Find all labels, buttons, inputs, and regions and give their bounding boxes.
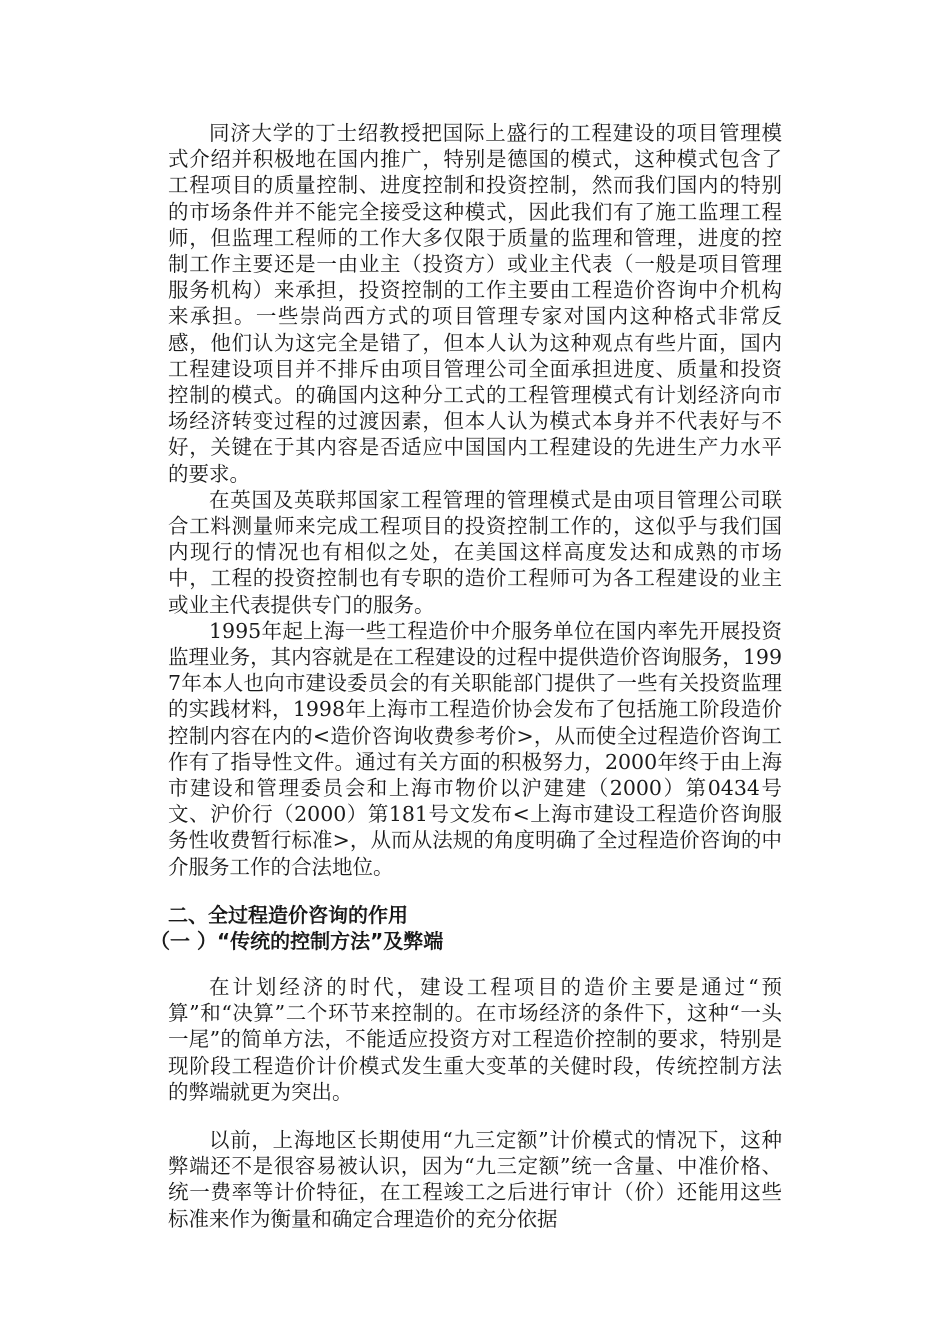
document-page — [150, 120, 782, 1232]
paragraph-planned-economy: 在计划经济的时代，建设工程项目的造价主要是通过“预算”和“决算”二个环节来控制的。在市场经济的条件下，这种“一头一尾”的简单方法，不能适应投资方对工程造价控制的要求，特别是现阶段工程造价计价模式发生重大变革的关健时段，传统控制方法的弊端就更为突出。 — [168, 974, 782, 1104]
section-heading: 二、全过程造价咨询的作用 — [168, 902, 408, 927]
paragraph-uk-model: 在英国及英联邦国家工程管理的管理模式是由项目管理公司联合工料测量师来完成工程项目的投资控制工作的，这似乎与我们国内现行的情况也有相似之处，在美国这样高度发达和成熟的市场中，工程的投资控制也有专职的造价工程师可为各工程建设的业主或业主代表提供专门的服务。 — [168, 487, 782, 617]
paragraph-project-management: 同济大学的丁士绍教授把国际上盛行的工程建设的项目管理模式介绍并积极地在国内推广，特别是德国的模式，这种模式包含了工程项目的质量控制、进度控制和投资控制，然而我们国内的特别的市场条件并不能完全接受这种模式，因此我们有了施工监理工程师，但监理工程师的工作大多仅限于质量的监理和管理，进度的控制工作主要还是一由业主（投资方）或业主代表（一般是项目管理服务机构）来承担，投资控制的工作主要由工程造价咨询中介机构来承担。一些崇尚西方式的项目管理专家对国内这种格式非常反感，他们认为这完全是错了，但本人认为这种观点有些片面，国内工程建设项目并不排斥由项目管理公司全面承担进度、质量和投资控制的模式。的确国内这种分工式的工程管理模式有计划经济向市场经济转变过程的过渡因素，但本人认为模式本身并不代表好与不好，关键在于其内容是否适应中国国内工程建设的先进生产力水平的要求。 — [168, 121, 782, 486]
paragraph-quota-model: 以前，上海地区长期使用“九三定额”计价模式的情况下，这种弊端还不是很容易被认识，因为“九三定额”统一含量、中准价格、统一费率等计价特征，在工程竣工之后进行审计（价）还能用这些标准来作为衡量和确定合理造价的充分依据 — [168, 1127, 782, 1231]
paragraph-shanghai-history: 1995年起上海一些工程造价中介服务单位在国内率先开展投资监理业务，其内容就是在工程建设的过程中提供造价咨询服务，1997年本人也向市建设委员会的有关职能部门提供了一些有关投资监理的实践材料，1998年上海市工程造价协会发布了包括施工阶段造价控制内容在内的<造价咨询收费参考价>，从而使全过程造价咨询工作有了指导性文件。通过有关方面的积极努力，2000年终于由上海市建设和管理委员会和上海市物价以沪建建（2000）第0434号文、沪价行（2000）第181号文发布<上海市建设工程造价咨询服务性收费暂行标准>，从而从法规的角度明确了全过程造价咨询的中介服务工作的合法地位。 — [168, 618, 782, 879]
subsection-heading: （一 ）“传统的控制方法”及弊端 — [150, 928, 444, 953]
